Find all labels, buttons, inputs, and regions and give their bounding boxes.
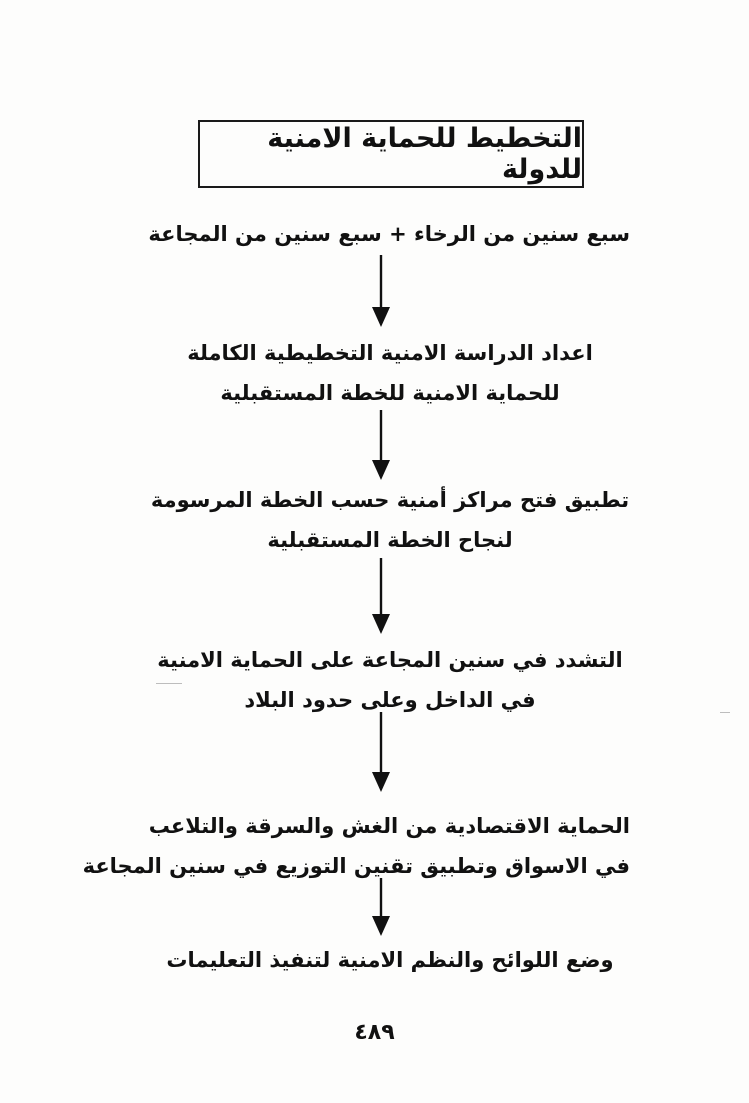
page-number: ٤٨٩ [354, 1020, 395, 1045]
flow-step-6 [150, 940, 630, 980]
flow-step-4 [150, 640, 630, 720]
flow-step-3-line-1: تطبيق فتح مراكز أمنية حسب الخطة المرسومة [150, 488, 630, 512]
flow-step-6-line-1: وضع اللوائح والنظم الامنية لتنفيذ التعليمات [166, 948, 614, 972]
flow-step-3-line-2: لنجاح الخطة المستقبلية [267, 528, 513, 552]
flow-arrow-5 [371, 878, 391, 936]
flow-step-2-line-1: اعداد الدراسة الامنية التخطيطية الكاملة [187, 341, 593, 365]
flow-arrow-3 [371, 558, 391, 634]
flow-step-2 [150, 333, 630, 413]
scan-speck [156, 683, 182, 684]
flow-step-5 [82, 806, 630, 886]
flow-step-5-line-1: الحماية الاقتصادية من الغش والسرقة والتلاعب [148, 814, 630, 838]
flow-arrow-1 [371, 255, 391, 327]
flow-step-1-line-1: سبع سنين من الرخاء + سبع سنين من المجاعة [148, 222, 630, 246]
flowchart-title: التخطيط للحماية الامنية للدولة [267, 123, 582, 185]
flow-step-5-line-2: في الاسواق وتطبيق تقنين التوزيع في سنين المجاعة [82, 854, 630, 878]
flow-step-1 [150, 214, 630, 254]
flow-step-4-line-2: في الداخل وعلى حدود البلاد [244, 688, 536, 712]
flow-arrow-2 [371, 410, 391, 480]
flow-step-4-line-1: التشدد في سنين المجاعة على الحماية الامنية [157, 648, 623, 672]
scan-speck [720, 712, 730, 713]
flow-step-3 [150, 480, 630, 560]
flowchart-title-box [198, 120, 584, 188]
flow-arrow-4 [371, 712, 391, 792]
flow-step-2-line-2: للحماية الامنية للخطة المستقبلية [220, 381, 560, 405]
